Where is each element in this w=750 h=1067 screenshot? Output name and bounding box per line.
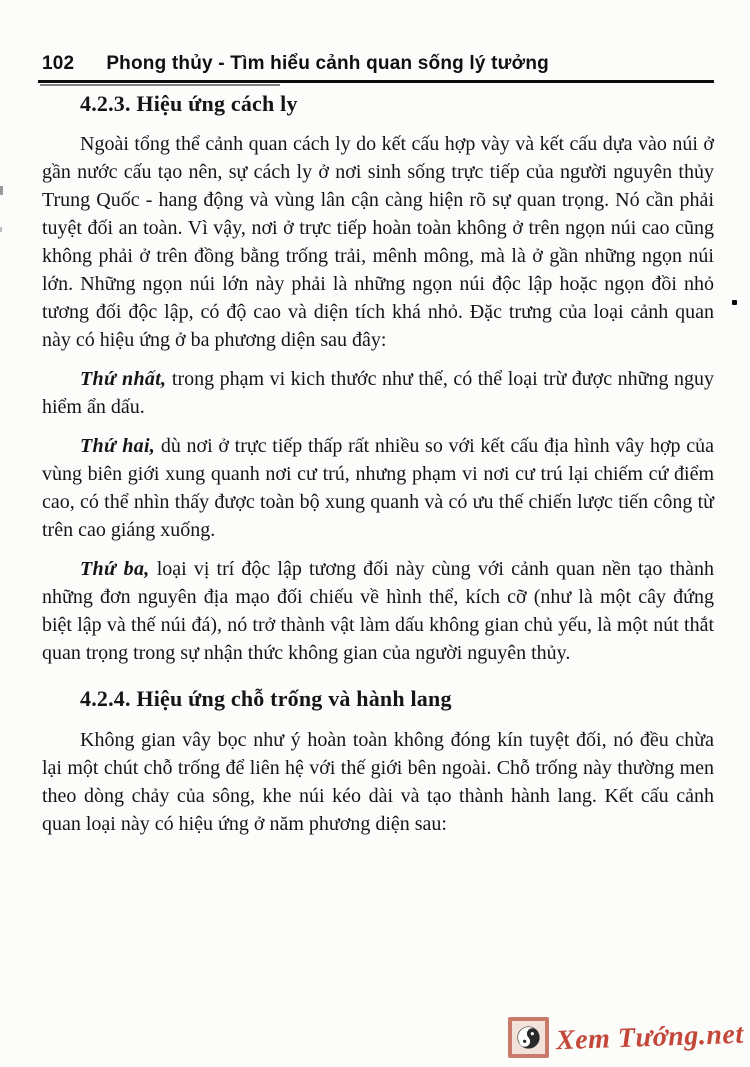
paragraph-text: Không gian vây bọc như ý hoàn toàn không đóng kín tuyệt đối, nó đều chừa lại một chút chỗ trống để liên hệ với thế giới bên ngoài. Chỗ trống này thường men theo dòng chảy của sông, khe núi kéo dài và tạo thành hành lang. Kết cấu cảnh quan loại này có hiệu ứng ở năm phương diện sau: [42, 729, 714, 835]
watermark-label: Xem Tướng.net [555, 1018, 745, 1056]
scan-speck-artifact [732, 300, 737, 305]
paragraph-lead: Thứ hai, [80, 435, 156, 457]
running-title: Phong thủy - Tìm hiểu cảnh quan sống lý tưởng [106, 53, 549, 74]
page-number: 102 [42, 53, 75, 74]
page-header [42, 53, 712, 75]
paragraph-lead: Thứ ba, [80, 558, 150, 580]
scan-edge-artifact [0, 227, 2, 232]
page-content [42, 90, 714, 849]
paragraph-text: loại vị trí độc lập tương đối này cùng với cảnh quan nền tạo thành những đơn nguyên địa mạo đối chiếu về hình thể, kích cỡ (như là một cây đứng biệt lập và thế núi đá), nó trở thành vật làm dấu không gian chủ yếu, là một nút thắt quan trọng trong sự nhận thức không gian của người nguyên thủy. [42, 558, 714, 664]
paragraph [42, 130, 714, 354]
header-rule [38, 80, 714, 83]
paragraph-text: trong phạm vi kich thước như thế, có thể loại trừ được những nguy hiểm ẩn dấu. [42, 368, 714, 418]
section-heading-4-2-4: 4.2.4. Hiệu ứng chỗ trống và hành lang [80, 686, 452, 711]
paragraph-lead: Thứ nhất, [80, 368, 167, 390]
paragraph [42, 432, 714, 544]
paragraph [42, 726, 714, 838]
scan-edge-artifact [0, 186, 3, 195]
paragraph [42, 365, 714, 421]
paragraph-text: dù nơi ở trực tiếp thấp rất nhiều so với kết cấu địa hình vây hợp của vùng biên giới xung quanh nơi cư trú, nhưng phạm vi nơi cư trú lại chiếm cứ điểm cao, có thể nhìn thấy được toàn bộ xung quanh và có ưu thế chiến lược tiến công từ trên cao giáng xuống. [42, 435, 714, 541]
yin-yang-icon [508, 1017, 549, 1058]
site-watermark [508, 1017, 744, 1058]
paragraph [42, 555, 714, 667]
section-heading-4-2-3: 4.2.3. Hiệu ứng cách ly [80, 91, 298, 116]
paragraph-text: Ngoài tổng thể cảnh quan cách ly do kết cấu hợp vày và kết cấu dựa vào núi ở gần nước cấu tạo nên, sự cách ly ở nơi sinh sống trực tiếp của người nguyên thủy Trung Quốc - hang động và vùng lân cận càng hiện rõ sự quan trọng. Nó cần phải tuyệt đối an toàn. Vì vậy, nơi ở trực tiếp hoàn toàn không ở trên ngọn núi cao cũng không phải ở trên đồng bằng trống trải, mênh mông, mà là ở gần những ngọn núi lớn. Những ngọn núi lớn này phải là những ngọn núi độc lập hoặc ngọn đồi nhỏ tương đối độc lập, có độ cao và diện tích khá nhỏ. Đặc trưng của loại cảnh quan này có hiệu ứng ở ba phương diện sau đây: [42, 133, 714, 351]
